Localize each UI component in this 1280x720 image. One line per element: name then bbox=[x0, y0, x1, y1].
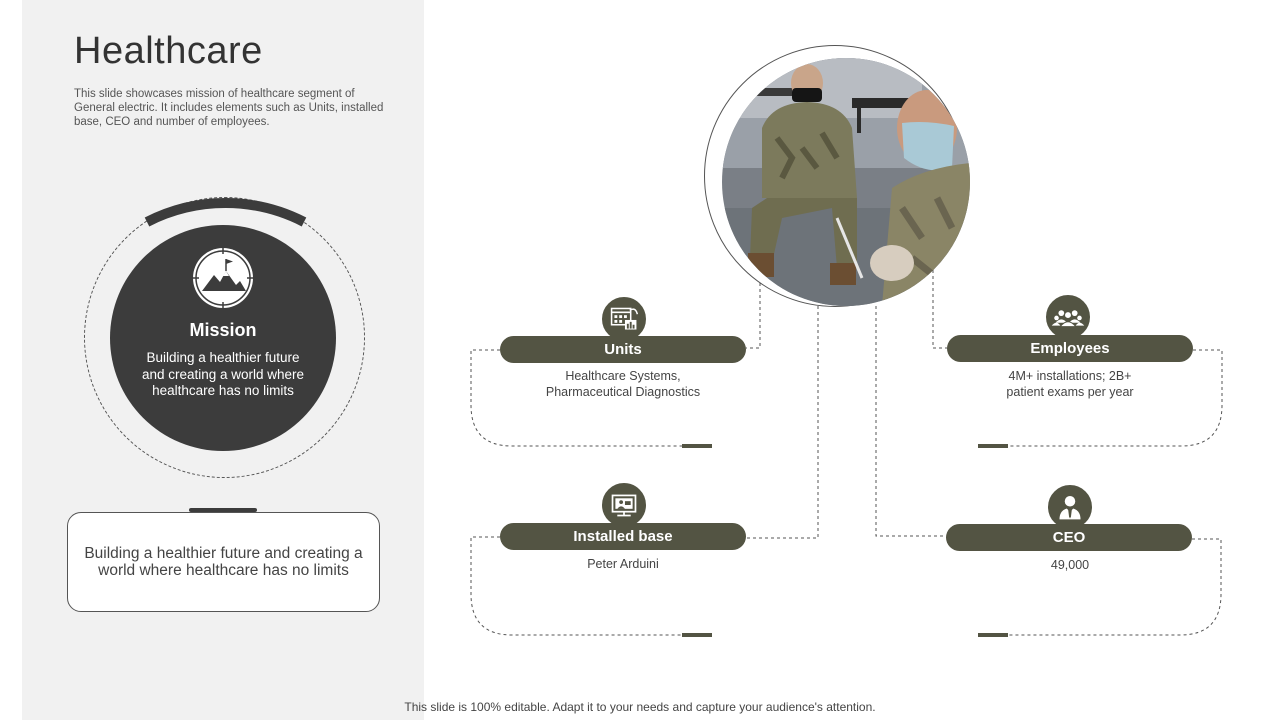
calendar-chart-icon bbox=[602, 297, 646, 341]
mission-box-text: Building a healthier future and creating a world where healthcare has no limits bbox=[84, 545, 363, 579]
employees-icon-circle bbox=[1045, 294, 1091, 340]
installed-base-pill: Installed base bbox=[500, 523, 746, 550]
ceo-text: 49,000 bbox=[1050, 558, 1090, 572]
installed-base-icon-circle bbox=[601, 482, 647, 528]
employees-bar bbox=[978, 444, 1008, 448]
slide-title: Healthcare bbox=[74, 30, 263, 72]
mission-title: Mission bbox=[189, 320, 257, 340]
mission-circle bbox=[110, 225, 336, 451]
units-text: Healthcare Systems, Pharmaceutical Diagnostics bbox=[545, 369, 701, 399]
footer-note: This slide is 100% editable. Adapt it to your needs and capture your audience's attention. bbox=[404, 700, 876, 714]
businessman-icon bbox=[1048, 485, 1092, 529]
mission-statement-box bbox=[67, 512, 380, 612]
units-pill: Units bbox=[500, 336, 746, 363]
monitor-presentation-icon bbox=[602, 483, 646, 527]
employees-pill: Employees bbox=[947, 335, 1193, 362]
employees-text: 4M+ installations; 2B+ patient exams per year bbox=[1006, 369, 1134, 399]
mission-text: Building a healthier future and creating a world where healthcare has no limits bbox=[141, 350, 305, 398]
people-group-icon bbox=[1046, 295, 1090, 339]
mountain-flag-icon bbox=[190, 245, 256, 311]
installed-base-bar bbox=[682, 633, 712, 637]
slide-description: This slide showcases mission of healthcare segment of General electric. It includes elements such as Units, installed base, CEO and number of employees. bbox=[74, 88, 384, 128]
ceo-pill: CEO bbox=[946, 524, 1192, 551]
ceo-bar bbox=[978, 633, 1008, 637]
installed-base-text: Peter Arduini bbox=[587, 557, 659, 571]
soldiers-photo bbox=[722, 58, 970, 306]
units-bar bbox=[682, 444, 712, 448]
